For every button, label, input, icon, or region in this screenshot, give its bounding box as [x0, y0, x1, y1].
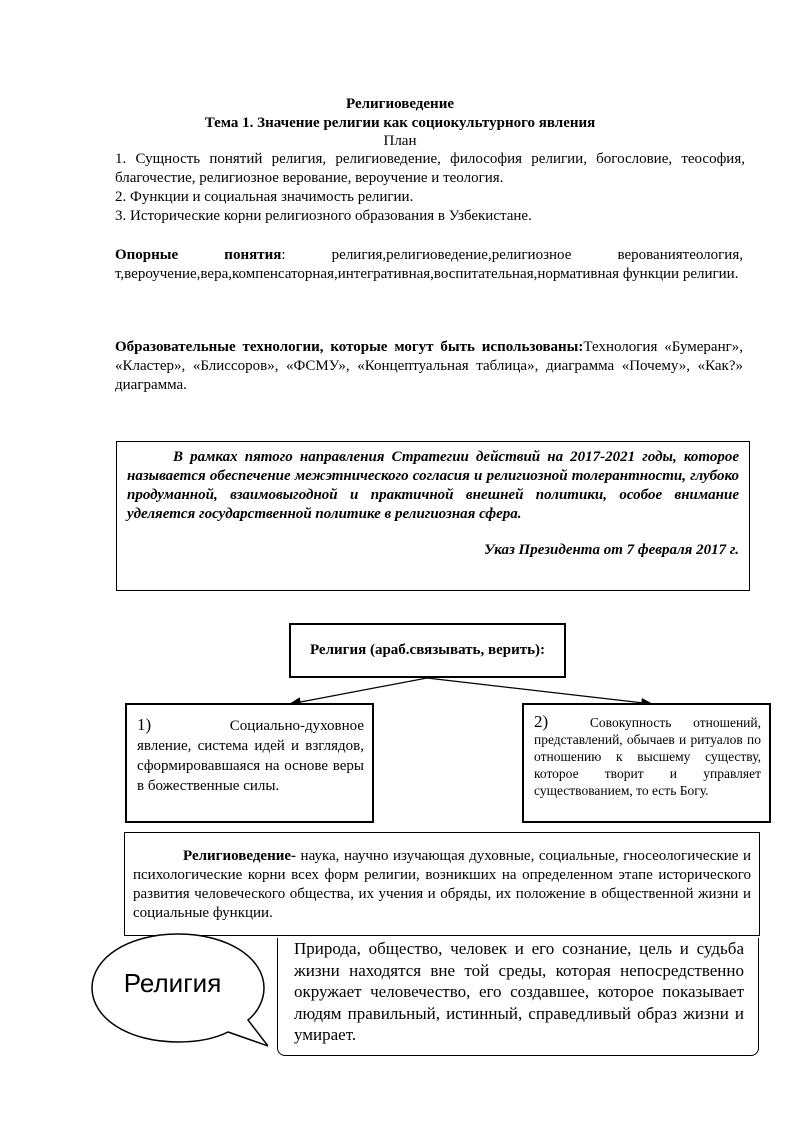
- definition-text-2: Совокупность отношений, представлений, обычаев и ритуалов по отношению к высшему существу, которое творит и управляет существованием, то есть Богу.: [534, 715, 762, 798]
- technologies-label: Образовательные технологии, которые могут быть использованы:: [115, 339, 584, 355]
- arrow-left: [290, 678, 427, 704]
- speech-bubble-label: Религия: [123, 968, 222, 998]
- religion-studies-paragraph: [133, 847, 751, 923]
- religion-studies-term: Религиоведение-: [183, 848, 297, 864]
- plan-item-1: 1. Сущность понятий религия, религиоведение, философия религии, богословие, теософия, благочестие, религиозное верование, вероучение и теология.: [115, 151, 745, 186]
- definition-box-relations: [522, 703, 771, 823]
- plan-item-3: 3. Исторические корни религиозного образования в Узбекистане.: [115, 208, 532, 224]
- religion-callout-text: Природа, общество, человек и его сознание, цель и судьба жизни находятся вне той среды, которая непосредственно окружает человечество, его создавшее, которое показывает людям правильный, истинный, справедливый образ жизни и умирает.: [294, 939, 744, 1044]
- plan-item-2: 2. Функции и социальная значимость религии.: [115, 189, 414, 205]
- subject-title: Религиоведение: [345, 96, 454, 112]
- definition-number-1: 1): [137, 715, 152, 734]
- definition-text-1: Социально-духовное явление, система идей и взглядов, сформировавшаяся на основе веры в божественные силы.: [137, 718, 364, 794]
- religion-definition-head: Религия (араб.связывать, верить):: [289, 623, 566, 678]
- definition-number-2: 2): [534, 712, 549, 731]
- key-concepts-text: : религия,религиоведение,религиозное верованиятеология, т,вероучение,вера,компенсаторная,интегративная,воспитательная,нормативная функции религии.: [115, 247, 743, 282]
- plan-heading: План: [383, 133, 417, 149]
- arrow-right: [427, 678, 652, 704]
- strategy-quote-text: В рамках пятого направления Стратегии действий на 2017-2021 годы, которое называется обеспечение межэтнического согласия и религиозной толерантности, глубоко продуманной, взаимовыгодной и практичной внешней политики, особое внимание уделяется государственной политике в религиозная сфера.: [127, 449, 739, 522]
- definition-box-social: [125, 703, 374, 823]
- religion-studies-text: наука, научно изучающая духовные, социальные, гносеологические и психологические корни всех форм религии, возникших на определенном этапе исторического развития человеческого общества, их учения и обряды, их положение в общественной жизни и социальные функции.: [133, 848, 751, 921]
- religion-studies-box: [124, 832, 760, 936]
- key-concepts-label: Опорные понятия: [115, 247, 282, 263]
- technologies-text: Технология «Бумеранг», «Кластер», «Блиссоров», «ФСМУ», «Концептуальная таблица», диаграмма «Почему», «Как?» диаграмма.: [115, 339, 743, 393]
- topic-title: Тема 1. Значение религии как социокультурного явления: [204, 115, 596, 131]
- strategy-quote-signature: Указ Президента от 7 февраля 2017 г.: [484, 542, 739, 558]
- religion-callout-text-box: [277, 938, 759, 1056]
